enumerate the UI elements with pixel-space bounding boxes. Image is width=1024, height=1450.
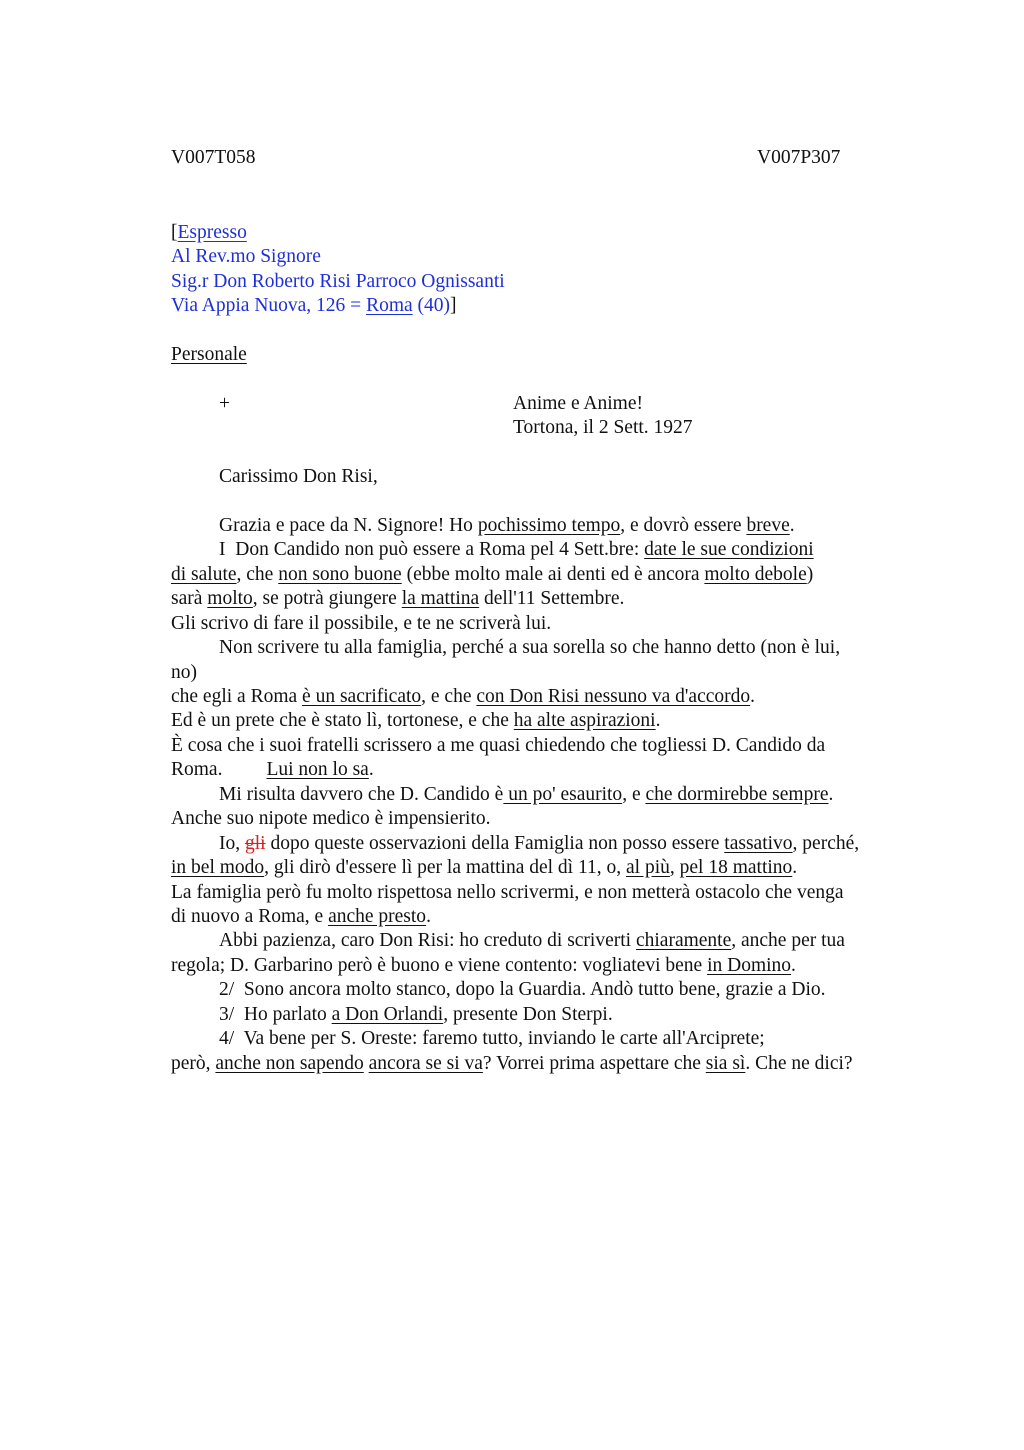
header-right-code: V007P307: [757, 147, 841, 168]
body-line: 3/ Ho parlato a Don Orlandi, presente Don Sterpi.: [219, 1004, 613, 1025]
body-line: Io, gli dopo queste osservazioni della Famiglia non posso essere tassativo, perché,: [219, 833, 860, 854]
body-line: 2/ Sono ancora molto stanco, dopo la Guardia. Andò tutto bene, grazie a Dio.: [219, 979, 826, 1000]
motto: Anime e Anime!: [513, 393, 643, 414]
body-line: in bel modo, gli dirò d'essere lì per la mattina del dì 11, o, al più, pel 18 mattino.: [171, 857, 798, 878]
body-line: Non scrivere tu alla famiglia, perché a sua sorella so che hanno detto (non è lui,: [219, 637, 841, 658]
body-line: però, anche non sapendo ancora se si va? Vorrei prima aspettare che sia sì. Che ne dici?: [171, 1053, 853, 1074]
body-line: Gli scrivo di fare il possibile, e te ne scriverà lui.: [171, 613, 552, 634]
body-line: no): [171, 662, 197, 683]
place-date: Tortona, il 2 Sett. 1927: [513, 417, 693, 438]
address-bracket-close: ]: [450, 295, 457, 316]
body-line: sarà molto, se potrà giungere la mattina dell'11 Settembre.: [171, 588, 625, 609]
address-line-2: Al Rev.mo Signore: [171, 246, 321, 267]
body-line: Roma. Lui non lo sa.: [171, 759, 374, 780]
struck-word: gli: [245, 833, 266, 854]
address-line-3: Sig.r Don Roberto Risi Parroco Ognissanti: [171, 271, 505, 292]
body-line: Grazia e pace da N. Signore! Ho pochissimo tempo, e dovrò essere breve.: [219, 515, 795, 536]
body-line: È cosa che i suoi fratelli scrissero a me quasi chiedendo che togliessi D. Candido da: [171, 735, 826, 756]
address-espresso: Espresso: [177, 222, 247, 243]
header-left-code: V007T058: [171, 147, 256, 168]
body-line: di nuovo a Roma, e anche presto.: [171, 906, 431, 927]
address-city: Roma: [366, 295, 413, 316]
salutation: Carissimo Don Risi,: [219, 466, 378, 487]
cross-symbol: +: [219, 393, 230, 414]
address-line-1: [171, 221, 247, 245]
address-line-4: Via Appia Nuova, 126 = Roma (40)]: [171, 295, 457, 316]
body-line: 4/ Va bene per S. Oreste: faremo tutto, inviando le carte all'Arciprete;: [219, 1028, 765, 1049]
body-line: Anche suo nipote medico è impensierito.: [171, 808, 491, 829]
body-line: La famiglia però fu molto rispettosa nello scrivermi, e non metterà ostacolo che venga: [171, 882, 844, 903]
label-personale: Personale: [171, 344, 247, 365]
body-line: Mi risulta davvero che D. Candido è un po' esaurito, e che dormirebbe sempre.: [219, 784, 834, 805]
body-line: Ed è un prete che è stato lì, tortonese, e che ha alte aspirazioni.: [171, 710, 661, 731]
body-line: di salute, che non sono buone (ebbe molto male ai denti ed è ancora molto debole): [171, 564, 814, 585]
address-bracket-open: [: [171, 222, 178, 243]
body-line: che egli a Roma è un sacrificato, e che con Don Risi nessuno va d'accordo.: [171, 686, 756, 707]
body-line: I Don Candido non può essere a Roma pel 4 Sett.bre: date le sue condizioni: [219, 539, 814, 560]
body-line: regola; D. Garbarino però è buono e viene contento: vogliatevi bene in Domino.: [171, 955, 796, 976]
body-line: Abbi pazienza, caro Don Risi: ho creduto di scriverti chiaramente, anche per tua: [219, 930, 845, 951]
